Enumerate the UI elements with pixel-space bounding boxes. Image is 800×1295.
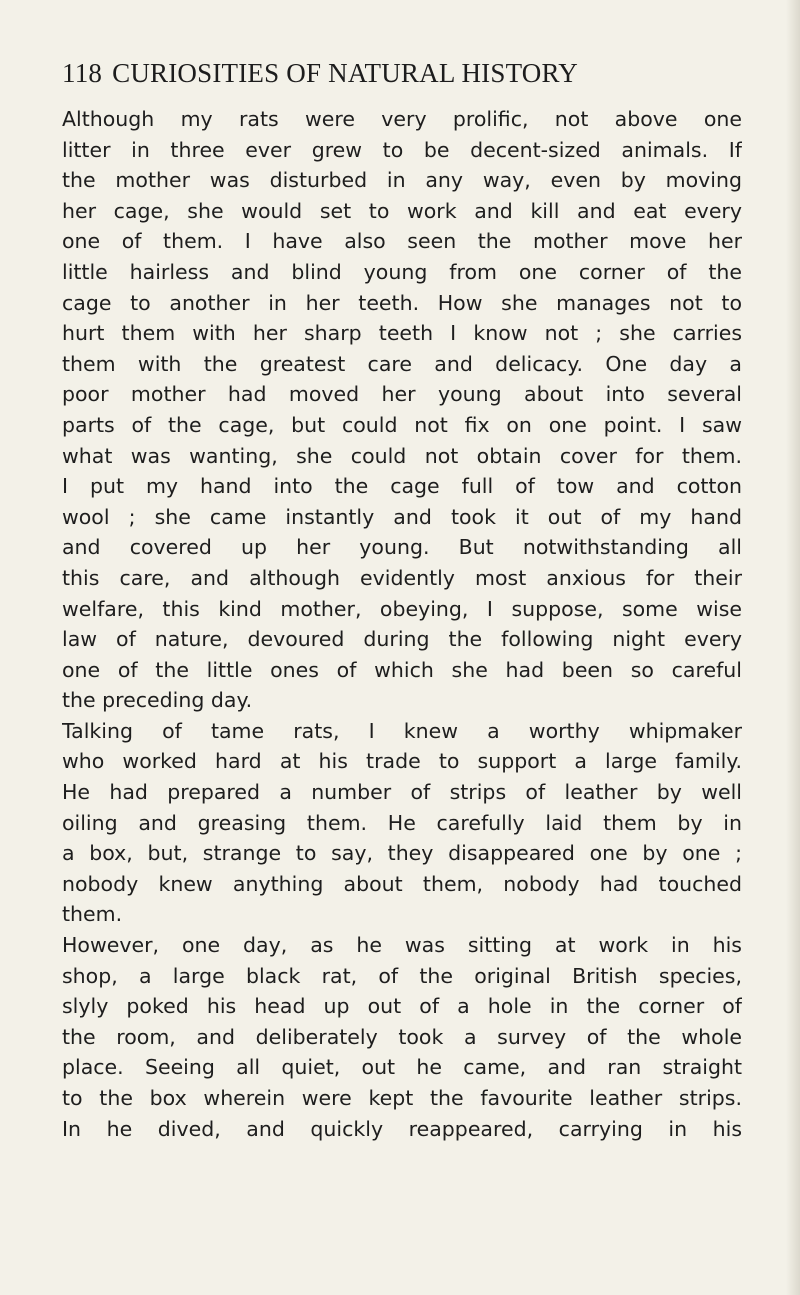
text-line: Although my rats were very prolific, not above one: [62, 107, 742, 131]
text-line: slyly poked his head up out of a hole in the corner of: [62, 994, 742, 1019]
text-line: poor mother had moved her young about into several: [62, 382, 742, 407]
running-header: [62, 58, 702, 89]
text-line: place. Seeing all quiet, out he came, and ran straight: [62, 1055, 742, 1080]
text-line: Talking of tame rats, I knew a worthy whipmaker: [62, 718, 742, 743]
body-text: [62, 104, 742, 1144]
text-line: the mother was disturbed in any way, even by moving: [62, 168, 742, 193]
text-line: the room, and deliberately took a survey of the whole: [62, 1024, 742, 1049]
text-line: shop, a large black rat, of the original British species,: [62, 963, 742, 988]
text-line: them with the greatest care and delicacy. One day a: [62, 351, 742, 376]
text-line: them.: [62, 902, 123, 927]
text-line: what was wanting, she could not obtain cover for them.: [62, 443, 742, 468]
text-line: nobody knew anything about them, nobody had touched: [62, 871, 742, 896]
text-line: a box, but, strange to say, they disappeared one by one ;: [62, 841, 742, 866]
text-line: litter in three ever grew to be decent-sized animals. If: [62, 137, 742, 162]
text-line: oiling and greasing them. He carefully laid them by in: [62, 810, 742, 835]
text-line: little hairless and blind young from one corner of the: [62, 259, 742, 284]
text-line: the preceding day.: [62, 688, 253, 713]
text-line: In he dived, and quickly reappeared, carrying in his: [62, 1116, 742, 1141]
page-number: 118: [62, 58, 103, 88]
text-line: However, one day, as he was sitting at work in his: [62, 933, 742, 958]
text-line: one of the little ones of which she had been so careful: [62, 657, 742, 682]
text-line: hurt them with her sharp teeth I know not ; she carries: [62, 321, 742, 346]
text-line: to the box wherein were kept the favourite leather strips.: [62, 1086, 742, 1110]
running-title: CURIOSITIES OF NATURAL HISTORY: [112, 58, 578, 88]
text-line: law of nature, devoured during the following night every: [62, 627, 742, 652]
text-line: parts of the cage, but could not fix on one point. I saw: [62, 412, 742, 437]
text-line: welfare, this kind mother, obeying, I suppose, some wise: [62, 596, 742, 621]
text-line: cage to another in her teeth. How she manages not to: [62, 290, 742, 315]
page-edge-shadow: [786, 0, 800, 1295]
text-line: wool ; she came instantly and took it out of my hand: [62, 504, 742, 529]
text-line: one of them. I have also seen the mother move her: [62, 229, 742, 254]
text-line: this care, and although evidently most anxious for their: [62, 565, 742, 590]
text-line: I put my hand into the cage full of tow and cotton: [62, 474, 742, 499]
text-line: her cage, she would set to work and kill and eat every: [62, 198, 742, 223]
text-line: who worked hard at his trade to support a large family.: [62, 749, 742, 774]
text-line: He had prepared a number of strips of leather by well: [62, 780, 742, 805]
text-line: and covered up her young. But notwithstanding all: [62, 535, 742, 560]
